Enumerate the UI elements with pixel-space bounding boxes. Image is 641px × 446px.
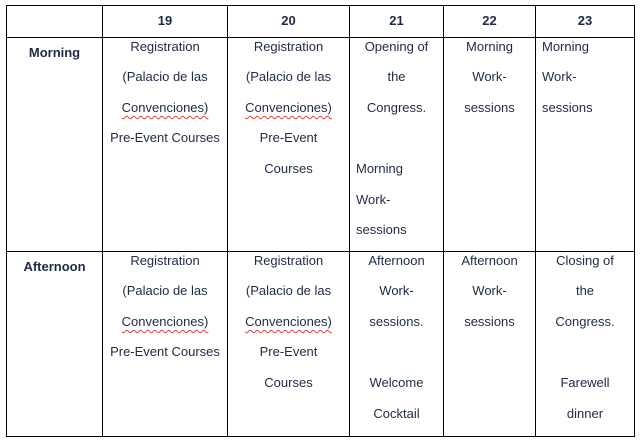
cell-morning-19 <box>103 37 228 251</box>
cell-line: Closing of <box>556 252 614 268</box>
cell-line: dinner <box>566 405 604 421</box>
row-label-afternoon: Afternoon <box>7 251 103 436</box>
schedule-table <box>6 5 635 437</box>
cell-line: Welcome <box>369 374 424 390</box>
cell-line: Convenciones) <box>121 313 209 329</box>
cell-line: Pre-Event Courses <box>110 130 220 146</box>
cell-line: Registration <box>130 38 200 54</box>
cell-line: Work- <box>472 69 507 85</box>
header-day-20: 20 <box>228 6 350 38</box>
cell-line: Congress. <box>555 313 615 329</box>
cell-line: sessions <box>542 99 593 115</box>
cell-line: Pre-Event Courses <box>110 344 220 360</box>
cell-line: Convenciones) <box>245 99 332 115</box>
cell-line: Cocktail <box>373 405 420 421</box>
cell-morning-20 <box>228 37 350 251</box>
cell-line: Morning <box>542 38 589 54</box>
cell-afternoon-20 <box>228 251 350 436</box>
cell-line: the <box>387 69 406 85</box>
cell-line: Pre-Event <box>259 344 318 360</box>
cell-line: Courses <box>264 160 313 176</box>
cell-line: Work- <box>379 283 414 299</box>
row-label-morning: Morning <box>7 37 103 251</box>
cell-line: (Palacio de las <box>245 69 332 85</box>
cell-line: (Palacio de las <box>245 283 332 299</box>
cell-line: sessions <box>356 222 407 238</box>
cell-afternoon-23 <box>536 251 635 436</box>
cell-line: sessions <box>464 99 515 115</box>
cell-line: Congress. <box>366 99 427 115</box>
cell-line: the <box>575 283 595 299</box>
cell-line: Work- <box>472 283 507 299</box>
cell-line: (Palacio de las <box>122 283 208 299</box>
cell-line: Pre-Event <box>259 130 318 146</box>
cell-line: Opening of <box>364 38 429 54</box>
header-day-22: 22 <box>444 6 536 38</box>
header-day-21: 21 <box>350 6 444 38</box>
cell-afternoon-22 <box>444 251 536 436</box>
cell-morning-21 <box>350 37 444 251</box>
header-day-23: 23 <box>536 6 635 38</box>
cell-line: Afternoon <box>368 252 425 268</box>
cell-line: sessions. <box>369 313 424 329</box>
header-corner <box>7 6 103 38</box>
cell-line: Work- <box>542 69 577 85</box>
header-day-19: 19 <box>103 6 228 38</box>
afternoon-row <box>7 251 635 436</box>
cell-line: Afternoon <box>461 252 518 268</box>
morning-row <box>7 37 635 251</box>
cell-line: Registration <box>253 252 324 268</box>
cell-morning-22 <box>444 37 536 251</box>
cell-line: Convenciones) <box>245 313 332 329</box>
cell-afternoon-21 <box>350 251 444 436</box>
cell-line: (Palacio de las <box>122 69 208 85</box>
cell-line: Morning <box>466 38 513 54</box>
cell-line: Registration <box>253 38 324 54</box>
cell-line: Farewell <box>560 374 610 390</box>
cell-line: Courses <box>264 374 313 390</box>
cell-line: Work- <box>356 191 391 207</box>
cell-line: Convenciones) <box>121 99 209 115</box>
cell-afternoon-19 <box>103 251 228 436</box>
cell-line: Registration <box>130 252 200 268</box>
cell-morning-23 <box>536 37 635 251</box>
cell-line: Morning <box>356 160 403 176</box>
cell-line: sessions <box>464 313 515 329</box>
